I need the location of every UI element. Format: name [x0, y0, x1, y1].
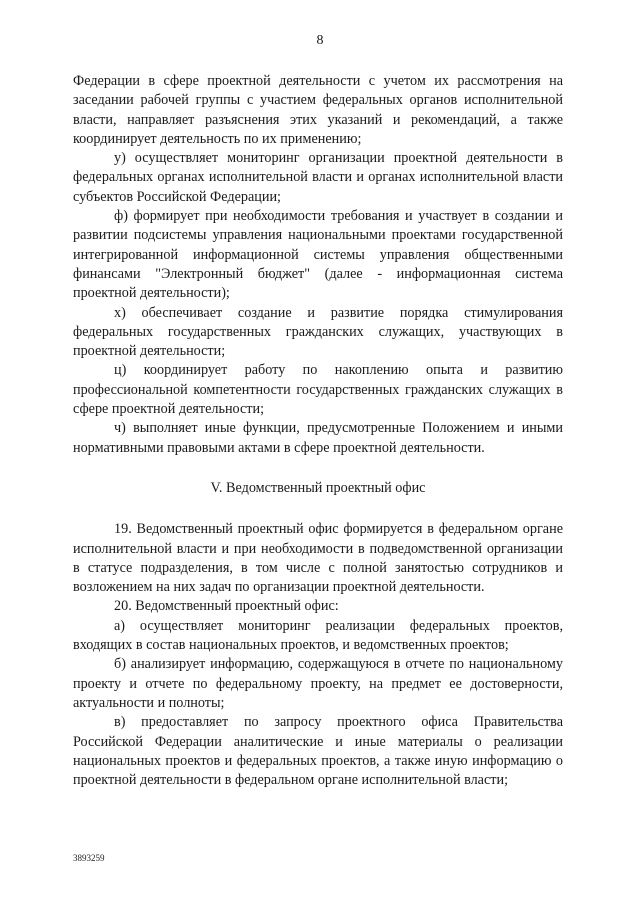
paragraph-continuation: Федерации в сфере проектной деятельности с учетом их рассмотрения на заседании рабочей группы с участием федеральных органов исполнительной власти, направляет разъяснения этих указаний и рекомендаций, а также координирует деятельность по их применению;	[73, 73, 563, 147]
list-item-a: а) осуществляет мониторинг реализации федеральных проектов, входящих в состав национальных проектов, и ведомственных проектов;	[73, 617, 563, 654]
paragraph-20: 20. Ведомственный проектный офис:	[114, 598, 339, 615]
list-item-ts: ц) координирует работу по накоплению опыта и развитию профессиональной компетентности государственных гражданских служащих в сфере проектной деятельности;	[73, 362, 563, 418]
list-item-u: у) осуществляет мониторинг организации проектной деятельности в федеральных органах исполнительной власти и органах исполнительной власти субъектов Российской Федерации;	[73, 150, 563, 205]
list-item-v: в) предоставляет по запросу проектного офиса Правительства Российской Федерации аналитические и иные материалы о реализации национальных проектов и федеральных проектов, а также иную информацию о проектной деятельности в федеральном органе исполнительной власти;	[73, 714, 563, 789]
list-item-kh: х) обеспечивает создание и развитие порядка стимулирования федеральных государственных гражданских служащих, участвующих в проектной деятельности;	[73, 304, 563, 360]
document-code: 3893259	[73, 853, 105, 863]
list-item-f: ф) формирует при необходимости требования и участвует в создании и развитии подсистемы управления национальными проектами государственной интегрированной информационной системы управления общественными финансами "Электронный бюджет" (далее - информационная система проектной деятельности);	[73, 208, 563, 302]
page-number: 8	[316, 33, 324, 48]
list-item-ch: ч) выполняет иные функции, предусмотренные Положением и иными нормативными правовыми актами в сфере проектной деятельности.	[73, 420, 563, 456]
document-body	[73, 72, 563, 790]
list-item-b: б) анализирует информацию, содержащуюся в отчете по национальному проекту и отчете по федеральному проекту, на предмет ее достоверности, актуальности и полноты;	[73, 656, 563, 711]
section-heading: V. Ведомственный проектный офис	[210, 479, 426, 496]
paragraph-19: 19. Ведомственный проектный офис формируется в федеральном органе исполнительной власти и при необходимости в подведомственной организации в статусе подразделения, в том числе с полной занятостью сотрудников и возложением на них задач по организации проектной деятельности.	[73, 521, 563, 596]
